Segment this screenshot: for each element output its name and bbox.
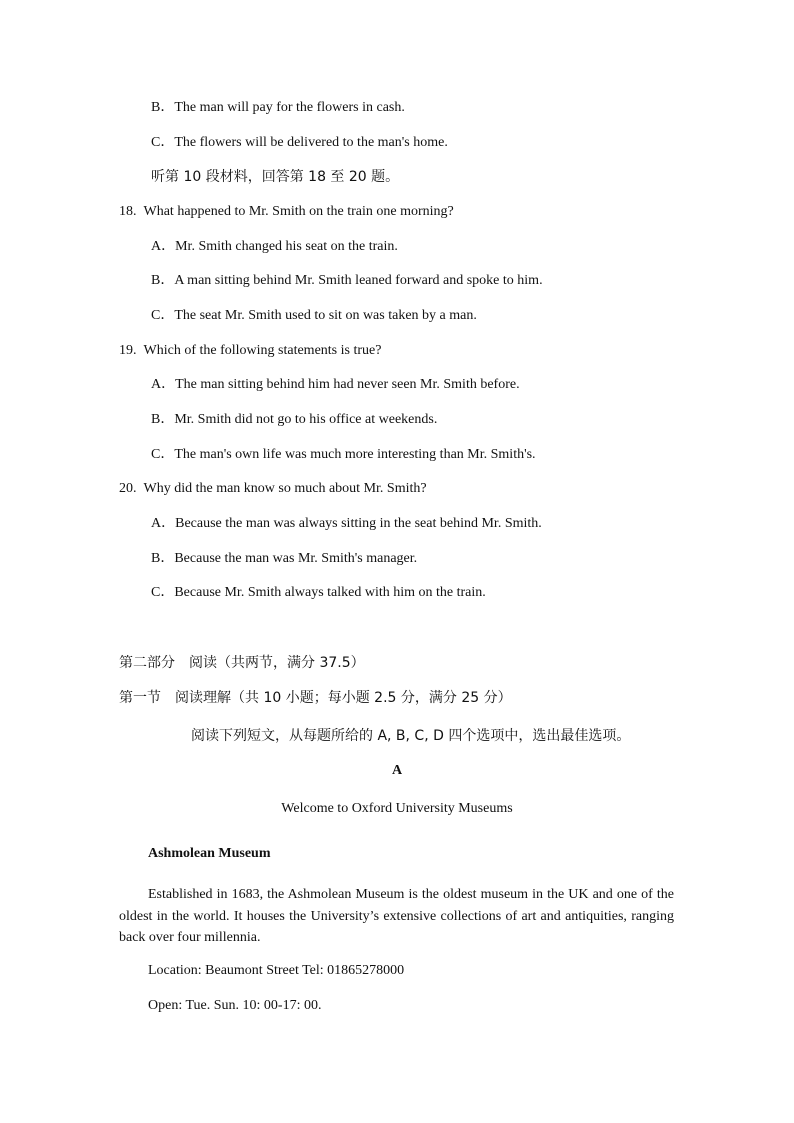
question-19 <box>119 342 381 360</box>
q18-option-a: A．Mr. Smith changed his seat on the train. <box>151 239 398 254</box>
question-20 <box>119 480 427 498</box>
q17-option-b: B．The man will pay for the flowers in cash. <box>151 100 405 115</box>
q20-option-c: C．Because Mr. Smith always talked with him on the train. <box>151 585 486 600</box>
q18-option-b: B．A man sitting behind Mr. Smith leaned forward and spoke to him. <box>151 273 543 288</box>
passage-title: Welcome to Oxford University Museums <box>281 801 513 816</box>
question-18 <box>119 203 454 221</box>
museum-open-hours: Open: Tue. Sun. 10: 00-17: 00. <box>148 998 322 1013</box>
passage-label: A <box>391 763 403 778</box>
q19-option-c: C．The man's own life was much more interesting than Mr. Smith's. <box>151 447 536 462</box>
museum-name: Ashmolean Museum <box>148 846 271 861</box>
q19-option-a: A．The man sitting behind him had never seen Mr. Smith before. <box>151 377 520 392</box>
question-text: What happened to Mr. Smith on the train one morning? <box>143 204 454 219</box>
question-number: 18. <box>119 204 137 219</box>
question-text: Why did the man know so much about Mr. Smith? <box>143 481 427 496</box>
question-text: Which of the following statements is true? <box>143 343 382 358</box>
q17-option-c: C．The flowers will be delivered to the man's home. <box>151 135 448 150</box>
reading-instruction: 阅读下列短文，从每题所给的 A, B, C, D 四个选项中，选出最佳选项。 <box>191 728 631 744</box>
q18-option-c: C．The seat Mr. Smith used to sit on was taken by a man. <box>151 308 477 323</box>
section-one-heading: 第一节 阅读理解（共 10 小题；每小题 2.5 分，满分 25 分） <box>119 690 512 706</box>
museum-location: Location: Beaumont Street Tel: 01865278000 <box>148 963 405 978</box>
section-10-instruction: 听第 10 段材料，回答第 18 至 20 题。 <box>151 169 400 185</box>
question-number: 19. <box>119 343 137 358</box>
museum-description: Established in 1683, the Ashmolean Museum is the oldest museum in the UK and one of the oldest in the world. It houses the University’s extensive collections of art and antiquities, ranging back over four millennia. <box>119 887 674 945</box>
q19-option-b: B．Mr. Smith did not go to his office at weekends. <box>151 412 438 427</box>
question-number: 20. <box>119 481 137 496</box>
q20-option-b: B．Because the man was Mr. Smith's manager. <box>151 551 418 566</box>
part-two-heading: 第二部分 阅读（共两节，满分 37.5） <box>119 655 365 671</box>
q20-option-a: A．Because the man was always sitting in the seat behind Mr. Smith. <box>151 516 542 531</box>
